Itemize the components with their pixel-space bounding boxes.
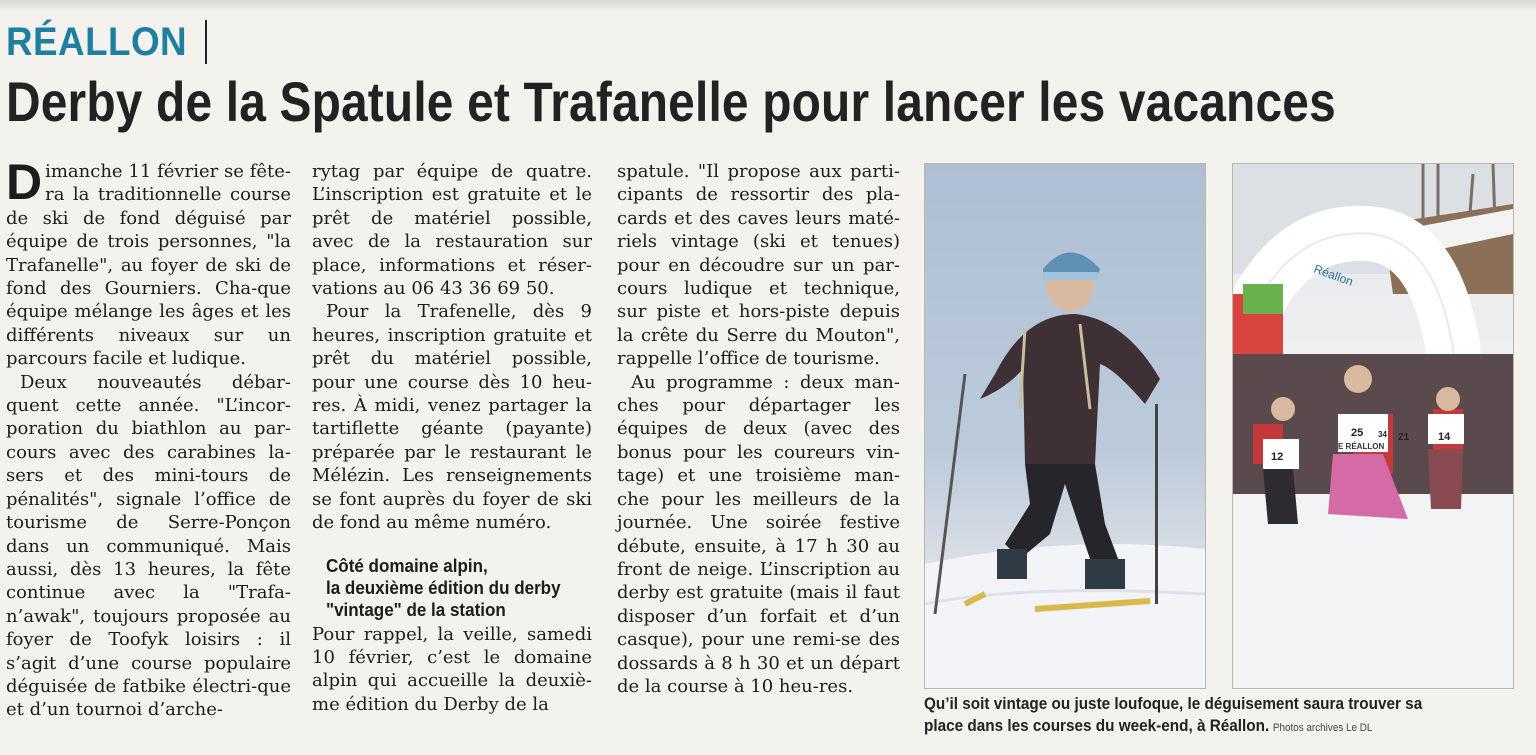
paragraph: Au programme : deux man-ches pour départager les équipes de deux (avec des bonus pour les coureurs vin-tage) et une troisième man-che pour les meilleurs de la journée. Une soirée festive débute, ensuite, à 17 h 30 au front de neige. L’inscription au derby est gratuite (mais il faut disposer d’un forfait et d’un casque), pour une remi-se des dossards à 8 h 30 et un départ de la course à 10 heu-res. [617, 371, 900, 697]
subheading-line: Côté domaine alpin, [326, 554, 488, 576]
arch-logo: Réallon [1311, 261, 1356, 289]
article-column-2 [312, 160, 592, 716]
paragraph [6, 154, 291, 371]
subheading-line: "vintage" de la station [326, 598, 506, 620]
article-column-1 [6, 154, 291, 722]
bib-number: 21 [1398, 432, 1410, 443]
paragraph: rytag par équipe de quatre. L’inscription est gratuite et le prêt de matériel possible, avec de la restauration sur place, informations et réser-vations au 06 43 36 69 50. [312, 161, 592, 300]
dropcap: D [6, 154, 43, 210]
paragraph: spatule. "Il propose aux parti-cipants de ressortir des pla-cards et des caves leurs maté-riels vintage (ski et tenues) pour en découdre sur un par-cours ludique et technique, sur piste et hors-piste depuis la crête du Serre du Mouton", rappelle l’office de tourisme. [617, 161, 900, 370]
rubric-header [6, 18, 207, 66]
subheading-line: la deuxième édition du derby [326, 576, 561, 598]
bib-number: 12 [1271, 451, 1284, 463]
crowd-illustration [1233, 164, 1513, 688]
paragraph: Pour la Trafenelle, dès 9 heures, inscription gratuite et prêt du matériel possible, pour une course dès 10 heu-res. À midi, venez partager la tartiflette géante (payante) préparée par le restaurant le Mélézin. Les renseignements se font auprès du foyer de ski de fond au même numéro. [312, 301, 592, 534]
rubric-title: RÉALLON [6, 19, 188, 64]
article-headline: Derby de la Spatule et Trafanelle pour lancer les vacances [6, 70, 1336, 133]
photo-vintage-skier [924, 163, 1206, 689]
skier-illustration [925, 164, 1205, 688]
photo-caption [924, 693, 1464, 739]
bib-number: 34 [1378, 430, 1387, 439]
bib-banner: E RÉALLON [1338, 442, 1385, 451]
bib-number: 25 [1351, 427, 1364, 439]
page-top-shadow [0, 0, 1536, 12]
paragraph-text: imanche 11 février se fête-ra la traditionnelle course de ski de fond déguisé par équipe de trois personnes, "la Trafanelle", au foyer de ski de fond des Gourniers. Cha-que équipe mélange les âges et les différents niveaux sur un parcours facile et ludique. [6, 161, 291, 370]
photo-start-arch [1232, 163, 1514, 689]
article-subheading [326, 555, 602, 621]
rubric-divider [205, 20, 207, 64]
bib-number: 14 [1438, 431, 1451, 443]
article-column-3 [617, 160, 900, 698]
caption-text: Qu’il soit vintage ou juste loufoque, le déguisement saura trouver sa place dans les courses du week-end, à Réallon. [924, 694, 1423, 735]
photo-credit: Photos archives Le DL [1272, 722, 1373, 734]
paragraph: Pour rappel, la veille, samedi 10 février, c’est le domaine alpin qui accueille la deuxiè-me édition du Derby de la [312, 623, 592, 715]
paragraph: Deux nouveautés débar-quent cette année. "L’incor-poration du biathlon au par-cours avec des carabines la-sers et des mini-tours de pénalités", signale l’office de tourisme de Serre-Ponçon dans un communiqué. Mais aussi, dès 13 heures, la fête continue avec la "Trafa-n’awak", toujours proposée au foyer de Toofyk loisirs : il s’agit d’une course populaire déguisée de fatbike électri-que et d’un tournoi d’arche- [6, 371, 291, 721]
